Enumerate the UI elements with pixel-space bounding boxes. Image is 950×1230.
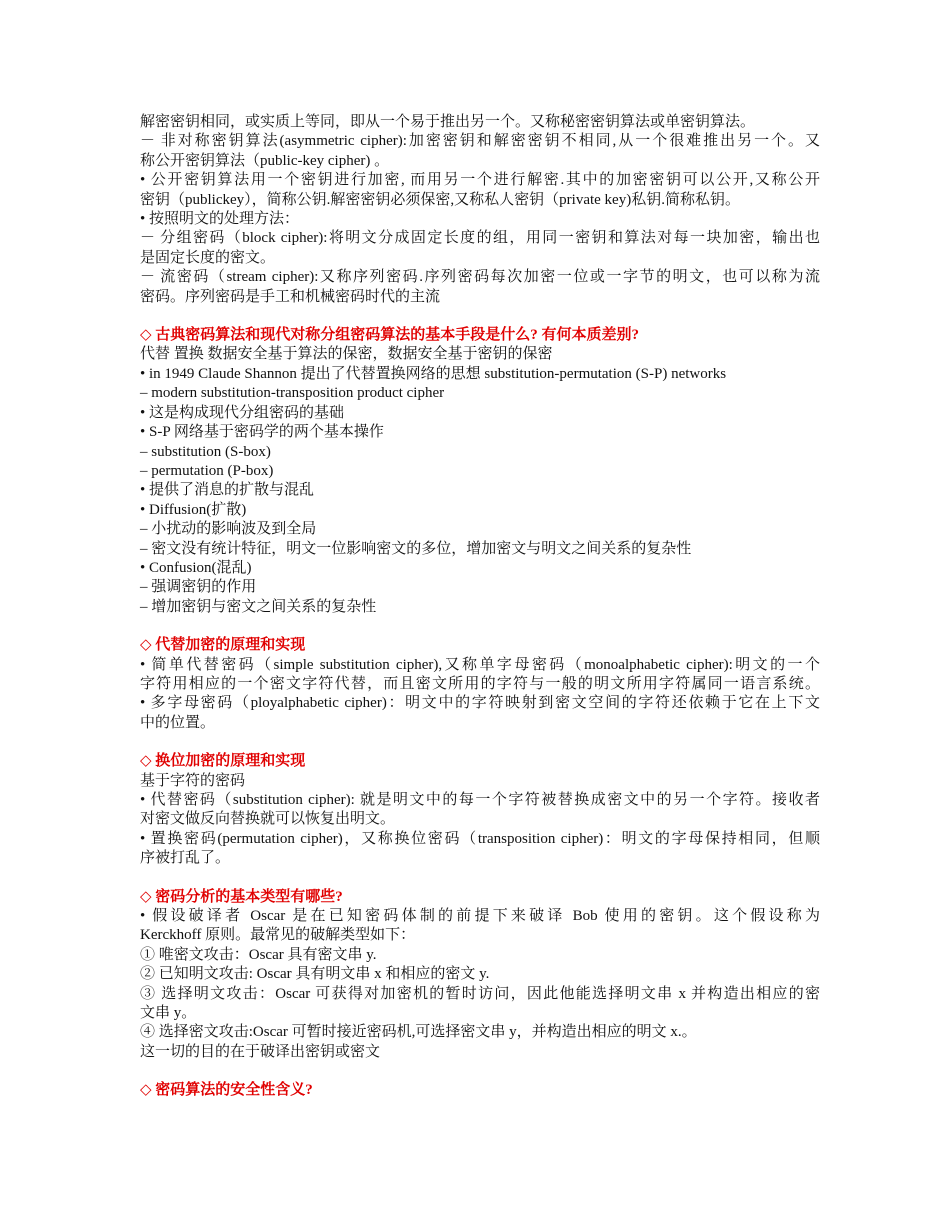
text-line: – modern substitution-transposition product cipher <box>140 385 445 402</box>
text-line: 序被打乱了。 <box>140 850 231 867</box>
section-spacer <box>140 869 820 888</box>
section <box>140 1062 820 1100</box>
text-line: – 密文没有统计特征，明文一位影响密文的多位，增加密文与明文之间关系的复杂性 <box>140 540 692 557</box>
section-heading: ◇ 古典密码算法和现代对称分组密码算法的基本手段是什么? 有何本质差别? <box>140 327 640 344</box>
text-line: – substitution (S-box) <box>140 443 271 460</box>
section-heading: ◇ 换位加密的原理和实现 <box>140 753 306 770</box>
text-line: • 公开密钥算法用一个密钥进行加密, 而用另一个进行解密.其中的加密密钥可以公开,又称公开 <box>140 172 820 189</box>
text-line: • Diffusion(扩散) <box>140 501 247 518</box>
text-line: • 假设破译者 Oscar 是在已知密码体制的前提下来破译 Bob 使用的密钥。这个假设称为 <box>140 908 820 925</box>
text-line: － 流密码（stream cipher):又称序列密码.序列密码每次加密一位或一字节的明文，也可以称为流 <box>140 269 820 286</box>
section <box>140 617 820 733</box>
text-line: • 按照明文的处理方法： <box>140 211 300 228</box>
section-spacer <box>140 617 820 636</box>
text-line: – 小扰动的影响波及到全局 <box>140 521 317 538</box>
section <box>140 733 820 868</box>
text-line: ③ 选择明文攻击：Oscar 可获得对加密机的暂时访问，因此他能选择明文串 x 并构造出相应的密 <box>140 985 820 1002</box>
text-line: • Confusion(混乱) <box>140 559 252 576</box>
section-heading: ◇ 密码算法的安全性含义? <box>140 1082 313 1099</box>
text-line: – permutation (P-box) <box>140 462 274 479</box>
text-line: 代替 置换 数据安全基于算法的保密，数据安全基于密钥的保密 <box>140 346 553 363</box>
section-spacer <box>140 733 820 752</box>
text-line: 对密文做反向替换就可以恢复出明文。 <box>140 811 396 828</box>
section-spacer <box>140 307 820 326</box>
text-line: • 简单代替密码（simple substitution cipher),又称单字母密码（monoalphabetic cipher):明文的一个 <box>140 656 820 673</box>
text-line: － 分组密码（block cipher):将明文分成固定长度的组，用同一密钥和算法对每一块加密，输出也 <box>140 230 820 247</box>
text-line: － 非对称密钥算法(asymmetric cipher):加密密钥和解密密钥不相同,从一个很难推出另一个。又 <box>140 133 820 150</box>
text-line: ④ 选择密文攻击:Oscar 可暂时接近密码机,可选择密文串 y，并构造出相应的明文 x.。 <box>140 1024 697 1041</box>
text-line: 基于字符的密码 <box>140 772 246 789</box>
text-line: • 置换密码(permutation cipher)，又称换位密码（transposition cipher)：明文的字母保持相同，但顺 <box>140 830 820 847</box>
text-line: Kerckhoff 原则。最常见的破解类型如下： <box>140 927 416 944</box>
text-line: 密钥（publickey），简称公钥.解密密钥必须保密,又称私人密钥（private key)私钥.简称私钥。 <box>140 191 740 208</box>
section <box>140 113 820 307</box>
section-heading: ◇ 密码分析的基本类型有哪些? <box>140 888 343 905</box>
section-spacer <box>140 1062 820 1081</box>
text-line: 这一切的目的在于破译出密钥或密文 <box>140 1043 381 1060</box>
section <box>140 307 820 617</box>
section <box>140 869 820 1063</box>
text-line: • 代替密码（substitution cipher): 就是明文中的每一个字符被替换成密文中的另一个字符。接收者 <box>140 792 820 808</box>
text-line: • S-P 网络基于密码学的两个基本操作 <box>140 424 384 441</box>
text-line: • 提供了消息的扩散与混乱 <box>140 482 315 499</box>
text-line: 是固定长度的密文。 <box>140 249 276 266</box>
text-line: 解密密钥相同，或实质上等同，即从一个易于推出另一个。又称秘密密钥算法或单密钥算法。 <box>140 114 756 130</box>
text-line: 中的位置。 <box>140 714 216 731</box>
text-line: ① 唯密文攻击：Oscar 具有密文串 y. <box>140 946 377 963</box>
text-line: 字符用相应的一个密文字符代替，而且密文所用的字符与一般的明文所用字符属同一语言系统。 <box>140 675 820 692</box>
text-line: • in 1949 Claude Shannon 提出了代替置换网络的思想 substitution-permutation (S-P) networks <box>140 365 727 382</box>
text-line: 称公开密钥算法（public-key cipher) 。 <box>140 152 390 169</box>
document-body <box>140 113 820 1101</box>
text-line: – 强调密钥的作用 <box>140 579 257 596</box>
text-line: • 多字母密码（ployalphabetic cipher)：明文中的字符映射到密文空间的字符还依赖于它在上下文 <box>140 695 820 712</box>
text-line: – 增加密钥与密文之间关系的复杂性 <box>140 598 377 615</box>
section-heading: ◇ 代替加密的原理和实现 <box>140 637 306 654</box>
text-line: 密码。序列密码是手工和机械密码时代的主流 <box>140 288 441 305</box>
text-line: 文串 y。 <box>140 1005 197 1022</box>
text-line: • 这是构成现代分组密码的基础 <box>140 404 345 421</box>
text-line: ② 已知明文攻击: Oscar 具有明文串 x 和相应的密文 y. <box>140 966 490 983</box>
